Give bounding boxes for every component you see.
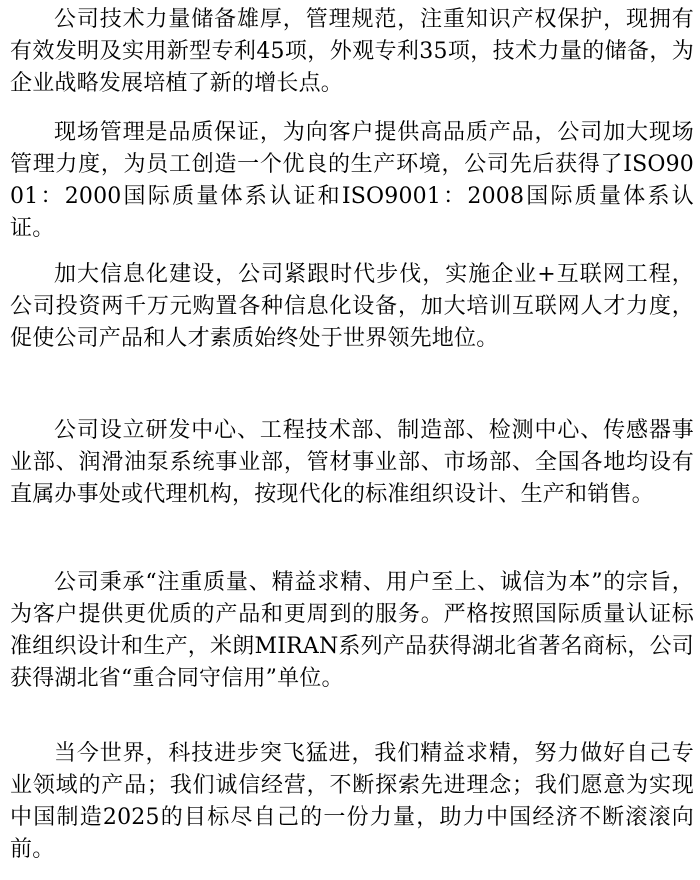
- paragraph-departments: 公司设立研发中心、工程技术部、制造部、检测中心、传感器事业部、润滑油泵系统事业部，管材事业部、市场部、全国各地均设有直属办事处或代理机构，按现代化的标准组织设计、生产和销售。: [10, 418, 694, 507]
- paragraph-outlook: 当今世界，科技进步突飞猛进，我们精益求精，努力做好自己专业领域的产品；我们诚信经营，不断探索先进理念；我们愿意为实现中国制造2025的目标尽自己的一份力量，助力中国经济不断滚滚向前。: [10, 741, 694, 862]
- paragraph-site-management: 现场管理是品质保证，为向客户提供高品质产品，公司加大现场管理力度，为员工创造一个优良的生产环境，公司先后获得了ISO9001：2000国际质量体系认证和ISO9001：2008国际质量体系认证。: [10, 120, 694, 241]
- paragraph-informatization: 加大信息化建设，公司紧跟时代步伐，实施企业+互联网工程，公司投资两千万元购置各种信息化设备，加大培训互联网人才力度，促使公司产品和人才素质始终处于世界领先地位。: [10, 262, 694, 351]
- paragraph-tech-strength: 公司技术力量储备雄厚，管理规范，注重知识产权保护，现拥有有效发明及实用新型专利45项，外观专利35项，技术力量的储备，为企业战略发展培植了新的增长点。: [10, 7, 694, 96]
- paragraph-company-tenet: 公司秉承“注重质量、精益求精、用户至上、诚信为本”的宗旨，为客户提供更优质的产品和更周到的服务。严格按照国际质量认证标准组织设计和生产，米朗MIRAN系列产品获得湖北省著名商标，公司获得湖北省“重合同守信用”单位。: [10, 570, 694, 691]
